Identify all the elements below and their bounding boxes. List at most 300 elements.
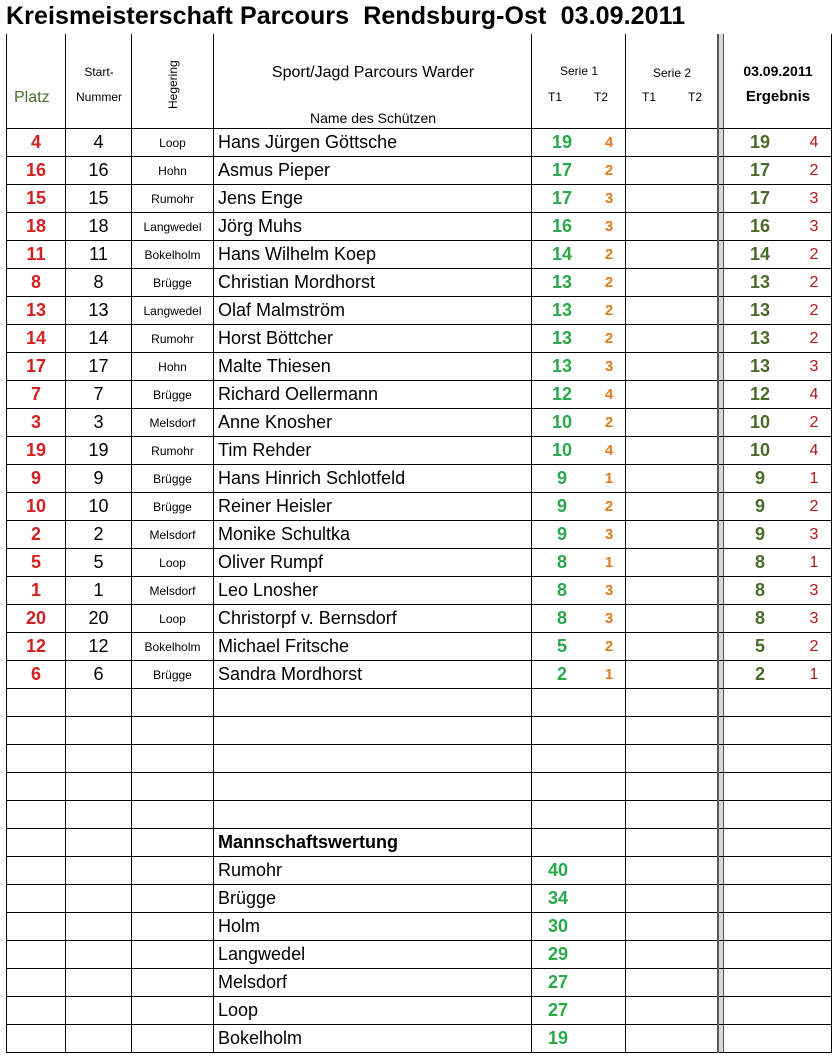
event-header: Sport/Jagd Parcours Warder: [271, 64, 475, 81]
empty-cell: [214, 801, 532, 829]
start-number-cell: 7: [66, 381, 132, 409]
empty-cell: [132, 745, 214, 773]
platz-cell: 5: [7, 549, 66, 577]
table-row: [7, 381, 832, 409]
start-number-cell: 4: [66, 129, 132, 157]
serie1-t2-value: 2: [604, 274, 614, 291]
empty-cell: [724, 941, 832, 969]
table-row: [7, 437, 832, 465]
platz-cell: 11: [7, 241, 66, 269]
start-number-cell: 15: [66, 185, 132, 213]
ergebnis-value: 12: [749, 384, 771, 404]
date-header: 03.09.2011: [743, 63, 813, 79]
ergebnis-cell: [724, 129, 832, 157]
empty-cell: [7, 717, 66, 745]
ergebnis-cell: [724, 493, 832, 521]
serie2-cell: [626, 269, 718, 297]
ergebnis-t2-value: 4: [809, 442, 819, 459]
shooter-name-cell: Leo Lnosher: [214, 577, 532, 605]
empty-cell: [626, 717, 718, 745]
empty-cell: [7, 857, 66, 885]
serie1-cell: [532, 381, 626, 409]
ergebnis-cell: [724, 213, 832, 241]
table-row: [7, 325, 832, 353]
serie1-cell: [532, 213, 626, 241]
shooter-name-cell: Sandra Mordhorst: [214, 661, 532, 689]
empty-cell: [532, 801, 626, 829]
empty-cell: [626, 913, 718, 941]
empty-cell: [724, 969, 832, 997]
ergebnis-t2-value: 2: [809, 302, 819, 319]
serie1-t2-value: 3: [604, 218, 614, 235]
hegering-cell: Rumohr: [132, 325, 214, 353]
empty-cell: [724, 829, 832, 857]
ergebnis-t2-value: 2: [809, 162, 819, 179]
serie1-t2-header: T2: [594, 90, 609, 104]
start-number-cell: 6: [66, 661, 132, 689]
shooter-name-cell: Olaf Malmström: [214, 297, 532, 325]
empty-cell: [626, 857, 718, 885]
serie2-cell: [626, 129, 718, 157]
serie1-t1-value: 9: [556, 496, 567, 516]
ergebnis-cell: [724, 633, 832, 661]
serie1-cell: [532, 577, 626, 605]
ergebnis-cell: [724, 185, 832, 213]
ergebnis-cell: [724, 521, 832, 549]
ergebnis-t2-value: 1: [809, 666, 819, 683]
serie1-cell: [532, 437, 626, 465]
start-number-cell: 17: [66, 353, 132, 381]
serie1-t1-value: 16: [551, 216, 573, 236]
empty-cell: [724, 717, 832, 745]
start-header-line1: Start-: [84, 65, 114, 79]
platz-cell: 7: [7, 381, 66, 409]
serie2-cell: [626, 521, 718, 549]
empty-cell: [626, 801, 718, 829]
serie1-cell: [532, 185, 626, 213]
hegering-cell: Rumohr: [132, 437, 214, 465]
platz-cell: 16: [7, 157, 66, 185]
empty-cell: [132, 801, 214, 829]
serie1-t1-value: 13: [551, 356, 573, 376]
serie1-t2-value: 1: [604, 666, 614, 683]
shooter-name-cell: Monike Schultka: [214, 521, 532, 549]
empty-row: [7, 689, 832, 717]
serie1-t2-value: 2: [604, 330, 614, 347]
empty-cell: [132, 941, 214, 969]
ergebnis-t2-value: 3: [809, 218, 819, 235]
serie1-t1-value: 13: [551, 328, 573, 348]
serie1-t2-value: 1: [604, 554, 614, 571]
ergebnis-cell: [724, 157, 832, 185]
hegering-cell: Brügge: [132, 269, 214, 297]
serie1-t2-value: 1: [604, 470, 614, 487]
ergebnis-cell: [724, 437, 832, 465]
empty-cell: [66, 885, 132, 913]
empty-cell: [532, 829, 626, 857]
platz-cell: 10: [7, 493, 66, 521]
ergebnis-value: 8: [754, 552, 765, 572]
team-score-cell: 29: [532, 941, 626, 969]
empty-cell: [132, 773, 214, 801]
empty-cell: [66, 1025, 132, 1053]
serie1-cell: [532, 549, 626, 577]
serie1-t1-value: 2: [556, 664, 567, 684]
empty-cell: [724, 913, 832, 941]
team-score-cell: 27: [532, 997, 626, 1025]
table-row: [7, 353, 832, 381]
hegering-cell: Hohn: [132, 353, 214, 381]
platz-cell: 12: [7, 633, 66, 661]
empty-cell: [626, 969, 718, 997]
ergebnis-header: Ergebnis: [745, 88, 811, 105]
empty-cell: [724, 885, 832, 913]
serie2-cell: [626, 409, 718, 437]
serie2-cell: [626, 185, 718, 213]
team-row: [7, 941, 832, 969]
serie2-cell: [626, 353, 718, 381]
serie1-t1-value: 10: [551, 412, 573, 432]
serie1-t1-value: 17: [551, 160, 573, 180]
team-name-cell: Brügge: [214, 885, 532, 913]
platz-cell: 6: [7, 661, 66, 689]
empty-cell: [7, 997, 66, 1025]
table-row: [7, 185, 832, 213]
table-row: [7, 409, 832, 437]
shooter-name-cell: Hans Hinrich Schlotfeld: [214, 465, 532, 493]
team-name-cell: Melsdorf: [214, 969, 532, 997]
empty-cell: [7, 969, 66, 997]
ergebnis-cell: [724, 605, 832, 633]
ergebnis-cell: [724, 577, 832, 605]
empty-row: [7, 829, 832, 857]
ergebnis-t2-value: 3: [809, 582, 819, 599]
empty-cell: [7, 829, 66, 857]
empty-cell: [7, 689, 66, 717]
serie1-t1-value: 5: [556, 636, 567, 656]
empty-cell: [626, 941, 718, 969]
ergebnis-value: 9: [754, 524, 765, 544]
start-number-cell: 13: [66, 297, 132, 325]
empty-cell: [132, 829, 214, 857]
ergebnis-t2-value: 3: [809, 610, 819, 627]
ergebnis-value: 9: [754, 496, 765, 516]
start-number-cell: 5: [66, 549, 132, 577]
serie1-cell: [532, 129, 626, 157]
ergebnis-value: 2: [754, 664, 765, 684]
empty-cell: [214, 745, 532, 773]
serie1-t1-value: 14: [551, 244, 573, 264]
serie1-cell: [532, 633, 626, 661]
ergebnis-t2-value: 4: [809, 134, 819, 151]
ergebnis-t2-value: 2: [809, 638, 819, 655]
serie2-cell: [626, 661, 718, 689]
table-row: [7, 129, 832, 157]
shooter-name-cell: Hans Jürgen Göttsche: [214, 129, 532, 157]
empty-cell: [7, 941, 66, 969]
team-row: [7, 969, 832, 997]
empty-cell: [626, 1025, 718, 1053]
hegering-cell: Brügge: [132, 465, 214, 493]
serie1-t2-value: 3: [604, 358, 614, 375]
empty-cell: [132, 997, 214, 1025]
ergebnis-cell: [724, 661, 832, 689]
serie2-cell: [626, 297, 718, 325]
empty-cell: [66, 689, 132, 717]
ergebnis-cell: [724, 465, 832, 493]
serie1-cell: [532, 297, 626, 325]
empty-cell: [132, 857, 214, 885]
serie1-cell: [532, 605, 626, 633]
empty-cell: [214, 773, 532, 801]
empty-row: [7, 801, 832, 829]
serie1-cell: [532, 353, 626, 381]
serie2-cell: [626, 549, 718, 577]
serie1-t2-value: 4: [604, 442, 614, 459]
serie2-cell: [626, 465, 718, 493]
table-row: [7, 213, 832, 241]
empty-cell: [532, 717, 626, 745]
serie2-t2-header: T2: [688, 90, 703, 104]
ergebnis-t2-value: 2: [809, 498, 819, 515]
empty-cell: [66, 969, 132, 997]
hegering-header: Hegering: [166, 60, 180, 109]
shooter-name-cell: Horst Böttcher: [214, 325, 532, 353]
empty-cell: [66, 997, 132, 1025]
shooter-name-cell: Christorpf v. Bernsdorf: [214, 605, 532, 633]
serie1-t2-value: 2: [604, 246, 614, 263]
serie1-t1-value: 10: [551, 440, 573, 460]
ergebnis-value: 13: [749, 356, 771, 376]
shooter-name-cell: Anne Knosher: [214, 409, 532, 437]
serie1-t1-value: 8: [556, 552, 567, 572]
ergebnis-t2-value: 2: [809, 330, 819, 347]
serie1-t1-value: 13: [551, 272, 573, 292]
serie1-t2-value: 4: [604, 386, 614, 403]
ergebnis-value: 14: [749, 244, 771, 264]
empty-cell: [66, 857, 132, 885]
shooter-name-cell: Oliver Rumpf: [214, 549, 532, 577]
hegering-cell: Melsdorf: [132, 409, 214, 437]
empty-cell: [724, 773, 832, 801]
table-row: [7, 269, 832, 297]
empty-cell: [66, 745, 132, 773]
platz-cell: 9: [7, 465, 66, 493]
ergebnis-cell: [724, 353, 832, 381]
empty-cell: [7, 745, 66, 773]
team-row: [7, 885, 832, 913]
start-number-cell: 2: [66, 521, 132, 549]
platz-cell: 20: [7, 605, 66, 633]
empty-cell: [724, 1025, 832, 1053]
start-number-cell: 3: [66, 409, 132, 437]
ergebnis-t2-value: 2: [809, 414, 819, 431]
team-score-cell: 27: [532, 969, 626, 997]
hegering-cell: Langwedel: [132, 213, 214, 241]
hegering-cell: Brügge: [132, 493, 214, 521]
table-header-row: [7, 34, 832, 129]
table-row: [7, 157, 832, 185]
ergebnis-value: 13: [749, 300, 771, 320]
results-table: [6, 34, 832, 1053]
team-row: [7, 913, 832, 941]
empty-cell: [66, 941, 132, 969]
ergebnis-cell: [724, 549, 832, 577]
team-ranking-heading: Mannschaftswertung: [214, 829, 532, 857]
ergebnis-value: 5: [754, 636, 765, 656]
empty-cell: [66, 913, 132, 941]
empty-cell: [132, 913, 214, 941]
empty-cell: [132, 969, 214, 997]
serie1-cell: [532, 157, 626, 185]
serie1-t1-value: 12: [551, 384, 573, 404]
empty-cell: [7, 913, 66, 941]
serie1-t1-value: 17: [551, 188, 573, 208]
serie2-cell: [626, 213, 718, 241]
ergebnis-t2-value: 1: [809, 554, 819, 571]
platz-cell: 18: [7, 213, 66, 241]
table-row: [7, 605, 832, 633]
platz-cell: 4: [7, 129, 66, 157]
team-name-cell: Loop: [214, 997, 532, 1025]
empty-cell: [724, 801, 832, 829]
platz-cell: 14: [7, 325, 66, 353]
shooter-name-cell: Tim Rehder: [214, 437, 532, 465]
empty-cell: [66, 717, 132, 745]
empty-cell: [66, 829, 132, 857]
hegering-cell: Loop: [132, 605, 214, 633]
platz-cell: 1: [7, 577, 66, 605]
serie1-t1-value: 9: [556, 524, 567, 544]
team-score-cell: 40: [532, 857, 626, 885]
serie2-cell: [626, 437, 718, 465]
empty-cell: [724, 689, 832, 717]
start-number-cell: 14: [66, 325, 132, 353]
empty-cell: [7, 773, 66, 801]
empty-cell: [214, 689, 532, 717]
shooter-name-cell: Michael Fritsche: [214, 633, 532, 661]
empty-cell: [626, 997, 718, 1025]
serie1-t2-value: 3: [604, 582, 614, 599]
ergebnis-cell: [724, 325, 832, 353]
platz-cell: 17: [7, 353, 66, 381]
serie2-cell: [626, 381, 718, 409]
empty-cell: [626, 885, 718, 913]
serie1-t1-value: 19: [551, 132, 573, 152]
hegering-cell: Loop: [132, 129, 214, 157]
hegering-cell: Bokelholm: [132, 241, 214, 269]
empty-cell: [132, 1025, 214, 1053]
serie1-t2-value: 2: [604, 638, 614, 655]
serie2-cell: [626, 157, 718, 185]
table-row: [7, 493, 832, 521]
serie1-t2-value: 2: [604, 414, 614, 431]
serie1-t1-value: 9: [556, 468, 567, 488]
ergebnis-t2-value: 2: [809, 274, 819, 291]
empty-cell: [66, 801, 132, 829]
serie2-t1-header: T1: [642, 90, 657, 104]
team-row: [7, 857, 832, 885]
start-number-cell: 11: [66, 241, 132, 269]
serie1-t2-value: 3: [604, 190, 614, 207]
start-number-cell: 12: [66, 633, 132, 661]
serie1-cell: [532, 493, 626, 521]
empty-cell: [7, 801, 66, 829]
team-row: [7, 997, 832, 1025]
platz-cell: 13: [7, 297, 66, 325]
serie1-t1-header: T1: [548, 90, 563, 104]
ergebnis-cell: [724, 409, 832, 437]
table-row: [7, 297, 832, 325]
serie1-t2-value: 2: [604, 302, 614, 319]
ergebnis-value: 9: [754, 468, 765, 488]
ergebnis-t2-value: 2: [809, 246, 819, 263]
empty-cell: [626, 829, 718, 857]
ergebnis-value: 8: [754, 608, 765, 628]
name-header: Name des Schützen: [309, 110, 437, 126]
serie1-t2-value: 2: [604, 162, 614, 179]
serie1-t2-value: 3: [604, 610, 614, 627]
ergebnis-t2-value: 3: [809, 358, 819, 375]
serie1-cell: [532, 409, 626, 437]
serie2-cell: [626, 325, 718, 353]
serie1-t2-value: 2: [604, 498, 614, 515]
ergebnis-t2-value: 3: [809, 526, 819, 543]
team-name-cell: Langwedel: [214, 941, 532, 969]
start-number-cell: 19: [66, 437, 132, 465]
ergebnis-t2-value: 1: [809, 470, 819, 487]
table-row: [7, 661, 832, 689]
empty-cell: [724, 857, 832, 885]
serie1-cell: [532, 325, 626, 353]
serie1-t1-value: 13: [551, 300, 573, 320]
serie1-header: Serie 1: [559, 64, 599, 78]
hegering-cell: Langwedel: [132, 297, 214, 325]
empty-cell: [132, 885, 214, 913]
ergebnis-value: 10: [749, 412, 771, 432]
ergebnis-value: 10: [749, 440, 771, 460]
serie1-cell: [532, 521, 626, 549]
hegering-cell: Melsdorf: [132, 521, 214, 549]
serie1-t1-value: 8: [556, 608, 567, 628]
team-score-cell: 19: [532, 1025, 626, 1053]
hegering-cell: Hohn: [132, 157, 214, 185]
table-row: [7, 633, 832, 661]
empty-cell: [132, 717, 214, 745]
empty-row: [7, 745, 832, 773]
shooter-name-cell: Jens Enge: [214, 185, 532, 213]
empty-cell: [532, 689, 626, 717]
start-number-cell: 9: [66, 465, 132, 493]
serie2-cell: [626, 577, 718, 605]
ergebnis-value: 8: [754, 580, 765, 600]
serie2-cell: [626, 241, 718, 269]
empty-cell: [7, 1025, 66, 1053]
empty-cell: [532, 745, 626, 773]
empty-cell: [132, 689, 214, 717]
table-row: [7, 241, 832, 269]
empty-cell: [214, 717, 532, 745]
table-row: [7, 577, 832, 605]
shooter-name-cell: Richard Oellermann: [214, 381, 532, 409]
empty-row: [7, 717, 832, 745]
empty-cell: [626, 773, 718, 801]
team-score-cell: 30: [532, 913, 626, 941]
ergebnis-t2-value: 3: [809, 190, 819, 207]
empty-cell: [626, 689, 718, 717]
shooter-name-cell: Reiner Heisler: [214, 493, 532, 521]
start-number-cell: 20: [66, 605, 132, 633]
